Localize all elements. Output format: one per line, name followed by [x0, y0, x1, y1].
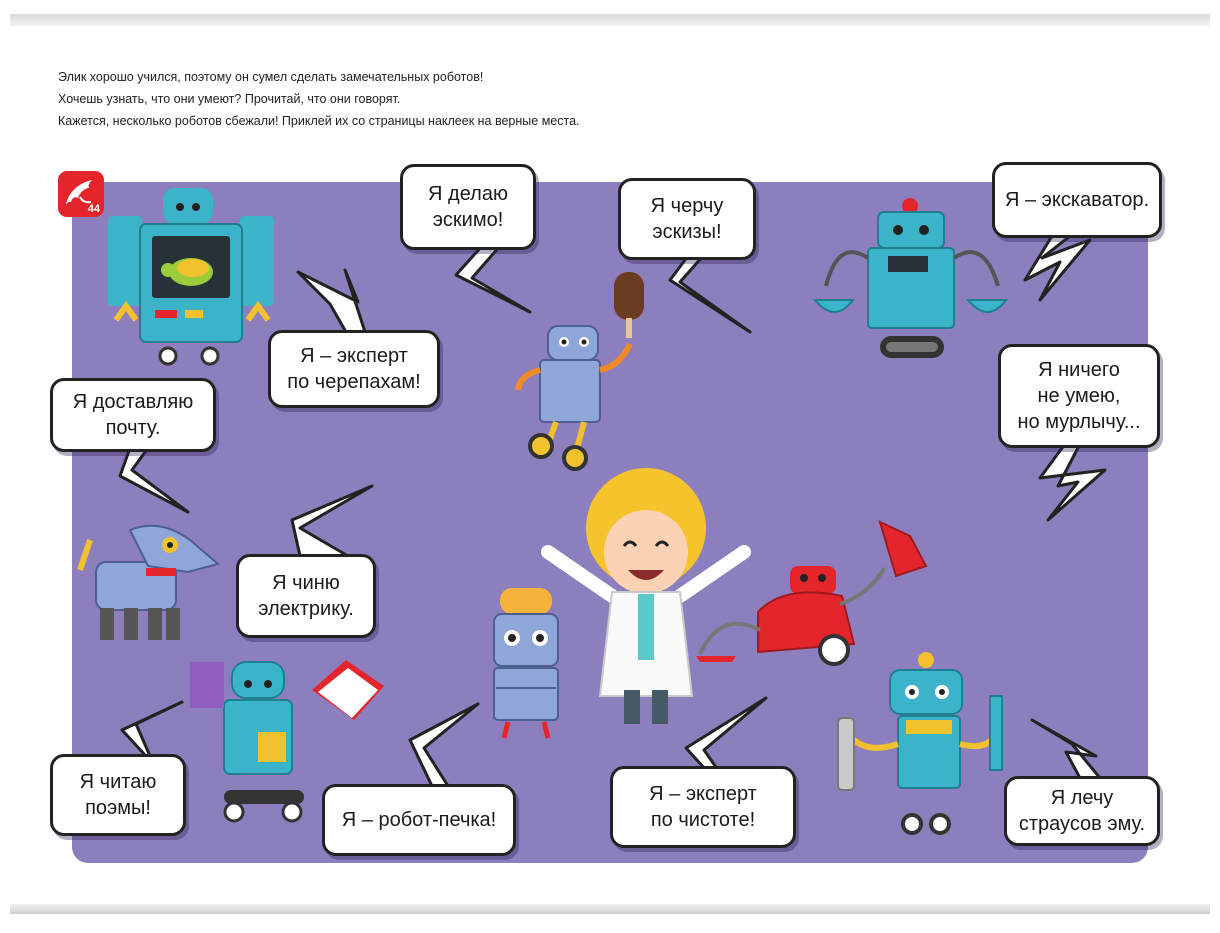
tail-poems	[116, 702, 182, 756]
icecream-robot	[518, 272, 644, 469]
bubble-stove-text: Я – робот-печка!	[341, 809, 497, 831]
badge-number: 44	[87, 203, 100, 215]
doctor-robot	[838, 652, 1002, 833]
bubble-stove	[322, 784, 516, 856]
intro-line-3: Кажется, несколько роботов сбежали! Приклей их со страницы наклеек на верные места.	[58, 114, 580, 128]
bubble-icecream	[400, 164, 536, 250]
cleaning-robot	[696, 522, 926, 664]
bubble-clean-text: Я – эксперт по чистоте!	[649, 783, 757, 831]
bubble-electric-text: Я чиню электрику.	[258, 572, 354, 620]
bubble-purr	[998, 344, 1160, 448]
tail-purr	[1035, 444, 1105, 520]
tail-sketches	[660, 256, 750, 332]
bubble-ostrich-text: Я лечу страусов эму.	[1018, 787, 1146, 835]
bubble-mail-text: Я доставляю почту.	[72, 391, 194, 439]
stove-robot	[494, 588, 558, 738]
robot-dog	[80, 526, 218, 640]
boy-elik	[548, 468, 744, 724]
tail-electric	[268, 486, 372, 556]
bubble-turtles-text: Я – эксперт по черепахам!	[287, 345, 421, 393]
excavator-robot	[815, 198, 1006, 358]
tail-ostrich	[1032, 720, 1100, 778]
bubble-ostrich	[1004, 776, 1160, 846]
tail-icecream	[455, 246, 530, 312]
bubble-clean	[610, 766, 796, 848]
tail-stove	[400, 704, 478, 786]
bubble-electric	[236, 554, 376, 638]
tail-excavator	[1025, 236, 1090, 300]
turtle-robot	[108, 188, 274, 364]
bubble-turtles	[268, 330, 440, 408]
intro-line-1: Элик хорошо учился, поэтому он сумел сделать замечательных роботов!	[58, 70, 484, 84]
tail-mail	[118, 448, 188, 512]
bubble-poems	[50, 754, 186, 836]
bubble-excavator	[992, 162, 1162, 238]
bubble-purr-text: Я ничего не умею, но мурлычу...	[1017, 359, 1141, 433]
bubble-sketches-text: Я черчу эскизы!	[650, 195, 724, 243]
bubble-excavator-text: Я – экскаватор.	[1005, 189, 1149, 211]
tail-clean	[676, 698, 766, 770]
intro-line-2: Хочешь узнать, что они умеют? Прочитай, что они говорят.	[58, 92, 401, 106]
bubble-mail	[50, 378, 216, 452]
bubble-sketches	[618, 178, 756, 260]
tail-turtles	[298, 270, 365, 332]
bubble-icecream-text: Я делаю эскимо!	[428, 183, 508, 231]
bubble-poems-text: Я читаю поэмы!	[79, 771, 157, 819]
